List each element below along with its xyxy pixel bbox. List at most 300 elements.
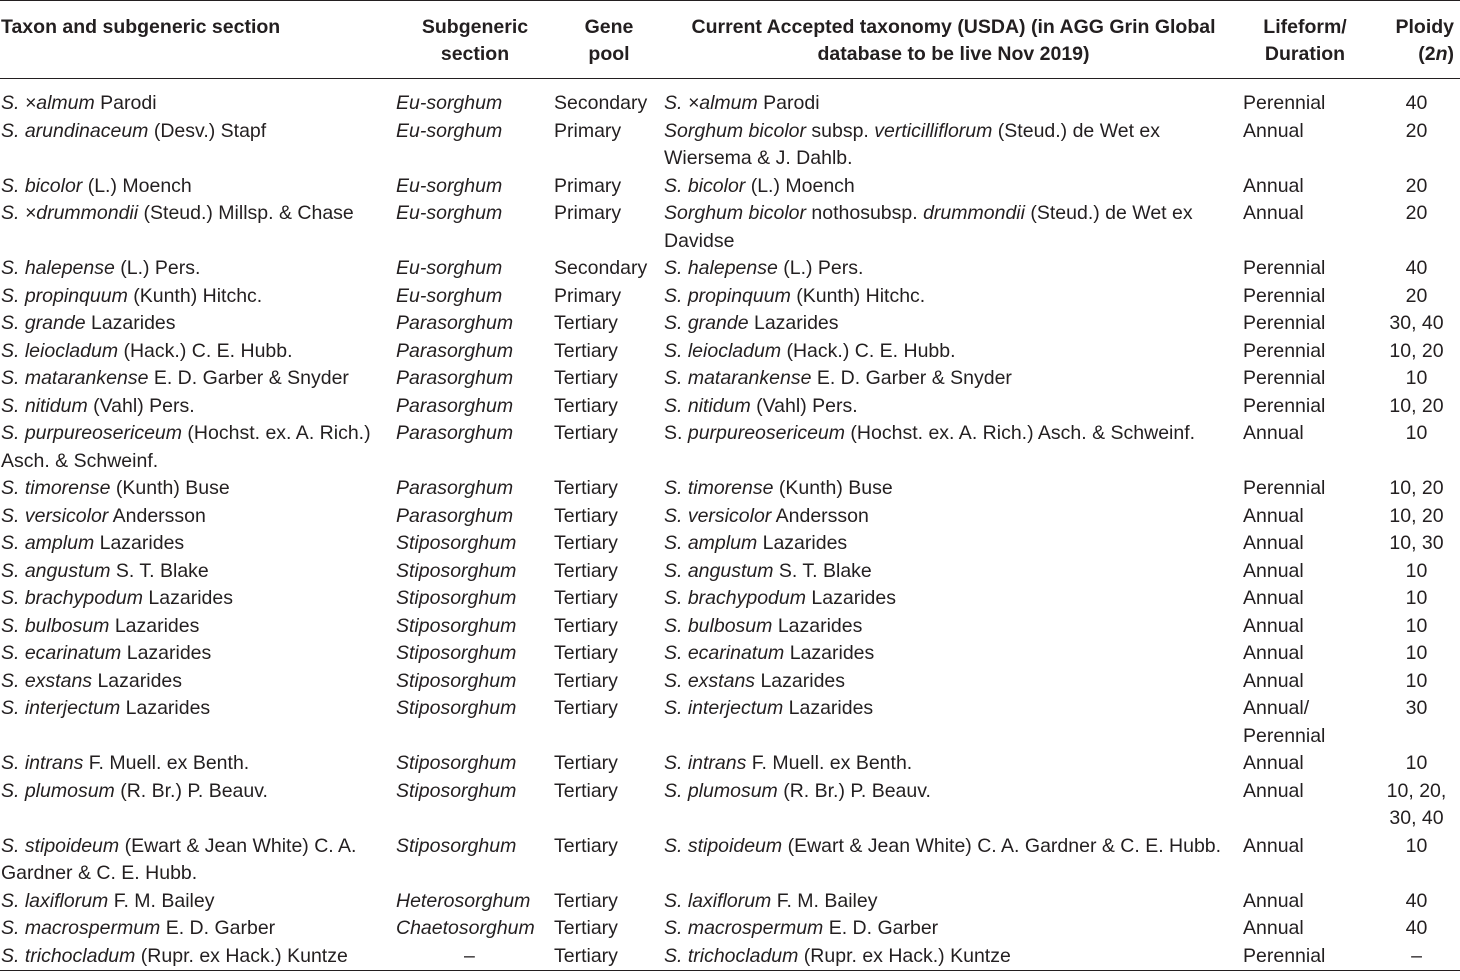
lifeform: Annual (1243, 614, 1304, 637)
cell-taxon (0, 200, 396, 255)
taxon-authority: (Hack.) C. E. Hubb. (118, 339, 293, 362)
accepted-species: S. halepense (664, 257, 778, 279)
cell-taxon (0, 640, 396, 668)
cell-lifeform (1243, 530, 1359, 558)
taxon-species: S. bicolor (1, 174, 83, 197)
cell-ploidy (1359, 530, 1460, 558)
table-row (0, 530, 1460, 558)
cell-lifeform (1243, 943, 1359, 971)
ploidy-value: 10 (1405, 614, 1428, 637)
lifeform: Annual (1243, 889, 1304, 912)
cell-taxon (0, 475, 396, 503)
lifeform: Annual/ Perennial (1243, 697, 1326, 747)
header-gene-pool: Gene pool (584, 16, 634, 65)
accepted-authority: (Steud.) de Wet ex Davidse (664, 202, 1193, 252)
cell-lifeform (1243, 915, 1359, 943)
ploidy-value: 10 (1405, 367, 1428, 389)
gene-pool: Tertiary (554, 889, 618, 912)
cell-lifeform (1243, 173, 1359, 201)
cell-taxon (0, 118, 396, 173)
taxon-authority: F. M. Bailey (108, 889, 215, 912)
cell-accepted-taxonomy (664, 585, 1243, 613)
cell-accepted-taxonomy (664, 833, 1243, 888)
cell-accepted-taxonomy (664, 778, 1243, 833)
cell-lifeform (1243, 118, 1359, 173)
cell-lifeform (1243, 640, 1359, 668)
section-name: Eu-sorghum (396, 174, 503, 197)
taxon-species: S. timorense (1, 477, 111, 499)
gene-pool: Tertiary (554, 614, 618, 637)
table-row (0, 750, 1460, 778)
taxon-authority: (Ewart & Jean White) C. A. Gardner & C. E. Hubb. (1, 834, 357, 884)
cell-section (396, 695, 554, 750)
cell-lifeform (1243, 778, 1359, 833)
cell-lifeform (1243, 585, 1359, 613)
cell-ploidy (1359, 888, 1460, 916)
table-row (0, 365, 1460, 393)
accepted-species: S. laxiflorum (664, 889, 772, 912)
lifeform: Annual (1243, 532, 1304, 554)
accepted-authority: (Kunth) Buse (773, 477, 893, 499)
header-ploidy: Ploidy (2n) (1395, 16, 1454, 65)
taxon-authority: E. D. Garber & Snyder (148, 367, 349, 389)
table-row (0, 420, 1460, 475)
cell-lifeform (1243, 503, 1359, 531)
table-row (0, 475, 1460, 503)
accepted-authority: Lazarides (757, 532, 848, 554)
cell-ploidy (1359, 695, 1460, 750)
cell-gene-pool (554, 558, 664, 586)
cell-accepted-taxonomy (664, 640, 1243, 668)
section-name: Heterosorghum (396, 889, 531, 912)
taxon-species: S. brachypodum (1, 587, 143, 609)
cell-taxon (0, 503, 396, 531)
gene-pool: Tertiary (554, 779, 618, 802)
gene-pool: Tertiary (554, 312, 618, 334)
lifeform: Annual (1243, 504, 1304, 527)
accepted-species: S. ecarinatum (664, 642, 785, 664)
cell-lifeform (1243, 558, 1359, 586)
section-name: Stiposorghum (396, 614, 517, 637)
cell-taxon (0, 668, 396, 696)
ploidy-value: 10 (1405, 422, 1428, 444)
taxon-species: S. halepense (1, 257, 115, 279)
cell-section (396, 668, 554, 696)
section-name: Eu-sorghum (396, 119, 503, 142)
gene-pool: Tertiary (554, 559, 618, 582)
lifeform: Annual (1243, 587, 1304, 609)
accepted-authority: (Kunth) Hitchc. (790, 284, 926, 307)
accepted-infraspecific: verticilliflorum (874, 119, 993, 142)
taxon-authority: Parodi (94, 92, 157, 114)
cell-taxon (0, 585, 396, 613)
section-name: Parasorghum (396, 394, 514, 417)
accepted-authority: Parodi (757, 92, 820, 114)
cell-accepted-taxonomy (664, 283, 1243, 311)
cell-section (396, 420, 554, 475)
section-name: Stiposorghum (396, 532, 517, 554)
table-row (0, 888, 1460, 916)
gene-pool: Tertiary (554, 504, 618, 527)
table-row (0, 640, 1460, 668)
cell-section (396, 200, 554, 255)
taxon-authority: Lazarides (94, 532, 185, 554)
cell-gene-pool (554, 310, 664, 338)
table-row (0, 915, 1460, 943)
cell-lifeform (1243, 888, 1359, 916)
cell-accepted-taxonomy (664, 310, 1243, 338)
cell-ploidy (1359, 585, 1460, 613)
taxon-authority: (Kunth) Hitchc. (127, 284, 263, 307)
taxon-species: S. plumosum (1, 779, 115, 802)
table-row (0, 778, 1460, 833)
ploidy-value: 40 (1405, 92, 1428, 114)
cell-accepted-taxonomy (664, 558, 1243, 586)
section-name: Stiposorghum (396, 669, 517, 692)
gene-pool: Secondary (554, 92, 648, 114)
accepted-species: purpureosericeum (687, 422, 846, 444)
taxon-authority: Lazarides (143, 587, 233, 609)
table-row (0, 310, 1460, 338)
taxon-authority: (Hochst. ex. A. Rich.) Asch. & Schweinf. (1, 422, 371, 472)
table-row (0, 613, 1460, 641)
cell-section (396, 283, 554, 311)
cell-accepted-taxonomy (664, 888, 1243, 916)
cell-ploidy (1359, 420, 1460, 475)
cell-accepted-taxonomy (664, 530, 1243, 558)
gene-pool: Tertiary (554, 697, 618, 719)
cell-ploidy (1359, 503, 1460, 531)
table-row (0, 833, 1460, 888)
accepted-species: S. plumosum (664, 779, 778, 802)
accepted-authority: E. D. Garber (823, 917, 939, 939)
cell-taxon (0, 915, 396, 943)
cell-taxon (0, 365, 396, 393)
cell-gene-pool (554, 915, 664, 943)
taxon-species: S. macrospermum (1, 917, 161, 939)
cell-gene-pool (554, 365, 664, 393)
cell-ploidy (1359, 640, 1460, 668)
cell-gene-pool (554, 585, 664, 613)
cell-lifeform (1243, 79, 1359, 118)
cell-lifeform (1243, 475, 1359, 503)
ploidy-value: 10, 20 (1389, 477, 1444, 499)
cell-accepted-taxonomy (664, 173, 1243, 201)
ploidy-value: 20 (1405, 119, 1428, 142)
cell-section (396, 393, 554, 421)
accepted-species: S. amplum (664, 532, 758, 554)
accepted-authority: Lazarides (784, 642, 875, 664)
section-name: Parasorghum (396, 477, 514, 499)
cell-accepted-taxonomy (664, 915, 1243, 943)
cell-accepted-taxonomy (664, 365, 1243, 393)
gene-pool: Tertiary (554, 477, 618, 499)
cell-gene-pool (554, 255, 664, 283)
cell-lifeform (1243, 750, 1359, 778)
cell-taxon (0, 420, 396, 475)
accepted-rank: nothosubsp. (805, 202, 924, 224)
cell-taxon (0, 695, 396, 750)
cell-taxon (0, 888, 396, 916)
cell-section (396, 640, 554, 668)
accepted-authority: (L.) Pers. (777, 257, 864, 279)
cell-taxon (0, 613, 396, 641)
ploidy-value: 10, 20 (1389, 504, 1444, 527)
cell-ploidy (1359, 915, 1460, 943)
gene-pool: Primary (554, 202, 622, 224)
section-name: Parasorghum (396, 422, 514, 444)
lifeform: Annual (1243, 917, 1304, 939)
taxon-authority: Lazarides (85, 312, 176, 334)
gene-pool: Primary (554, 284, 622, 307)
cell-gene-pool (554, 613, 664, 641)
cell-taxon (0, 750, 396, 778)
gene-pool: Tertiary (554, 532, 618, 554)
cell-ploidy (1359, 833, 1460, 888)
taxon-species: S. purpureosericeum (1, 422, 183, 444)
cell-accepted-taxonomy (664, 613, 1243, 641)
gene-pool: Primary (554, 174, 622, 197)
accepted-infraspecific: drummondii (923, 202, 1025, 224)
cell-accepted-taxonomy (664, 338, 1243, 366)
accepted-authority: (Ewart & Jean White) C. A. Gardner & C. E. Hubb. (782, 834, 1222, 857)
section-name: Eu-sorghum (396, 284, 503, 307)
cell-section (396, 585, 554, 613)
lifeform: Perennial (1243, 312, 1326, 334)
lifeform: Perennial (1243, 284, 1326, 307)
cell-ploidy (1359, 475, 1460, 503)
accepted-species: S. grande (664, 312, 749, 334)
section-name: Parasorghum (396, 504, 514, 527)
cell-lifeform (1243, 283, 1359, 311)
lifeform: Perennial (1243, 477, 1326, 499)
section-name: Parasorghum (396, 312, 514, 334)
lifeform: Annual (1243, 174, 1304, 197)
table-row (0, 558, 1460, 586)
accepted-species: Sorghum bicolor (664, 202, 806, 224)
accepted-species: S. propinquum (664, 284, 791, 307)
accepted-species: S. angustum (664, 559, 774, 582)
cell-section (396, 613, 554, 641)
ploidy-value: 20 (1405, 174, 1428, 197)
header-row (0, 1, 1460, 79)
header-taxon: Taxon and subgeneric section (1, 16, 281, 38)
table-row (0, 585, 1460, 613)
cell-ploidy (1359, 668, 1460, 696)
cell-section (396, 558, 554, 586)
cell-accepted-taxonomy (664, 695, 1243, 750)
taxon-species: S. ×almum (1, 92, 95, 114)
cell-lifeform (1243, 338, 1359, 366)
cell-section (396, 475, 554, 503)
cell-accepted-taxonomy (664, 118, 1243, 173)
ploidy-value: 10 (1405, 669, 1428, 692)
taxon-authority: (Desv.) Stapf (148, 119, 267, 142)
taxon-authority: Lazarides (120, 697, 211, 719)
gene-pool: Tertiary (554, 917, 618, 939)
cell-gene-pool (554, 750, 664, 778)
cell-section (396, 338, 554, 366)
cell-accepted-taxonomy (664, 200, 1243, 255)
table-row (0, 173, 1460, 201)
cell-lifeform (1243, 833, 1359, 888)
lifeform: Annual (1243, 669, 1304, 692)
taxon-species: S. interjectum (1, 697, 121, 719)
taxon-species: S. stipoideum (1, 834, 120, 857)
cell-gene-pool (554, 200, 664, 255)
taxon-species: S. nitidum (1, 394, 88, 417)
cell-accepted-taxonomy (664, 393, 1243, 421)
cell-lifeform (1243, 668, 1359, 696)
accepted-authority: F. M. Bailey (771, 889, 878, 912)
section-name: Parasorghum (396, 367, 514, 389)
lifeform: Annual (1243, 834, 1304, 857)
section-name: Eu-sorghum (396, 92, 503, 114)
accepted-authority: E. D. Garber & Snyder (811, 367, 1012, 389)
cell-ploidy (1359, 255, 1460, 283)
lifeform: Annual (1243, 779, 1304, 802)
table-row (0, 943, 1460, 971)
cell-taxon (0, 79, 396, 118)
taxon-authority: E. D. Garber (160, 917, 276, 939)
gene-pool: Tertiary (554, 642, 618, 664)
table-row (0, 79, 1460, 118)
cell-gene-pool (554, 668, 664, 696)
ploidy-value: 10, 30 (1389, 532, 1444, 554)
accepted-species: S. brachypodum (664, 587, 806, 609)
lifeform: Annual (1243, 752, 1304, 774)
cell-section (396, 833, 554, 888)
taxon-authority: S. T. Blake (110, 559, 209, 582)
section-name: Stiposorghum (396, 642, 517, 664)
cell-ploidy (1359, 778, 1460, 833)
ploidy-value: 10, 20 (1389, 394, 1444, 417)
cell-gene-pool (554, 503, 664, 531)
section-name: – (464, 944, 475, 967)
taxon-authority: (Vahl) Pers. (87, 394, 195, 417)
cell-section (396, 888, 554, 916)
lifeform: Annual (1243, 422, 1304, 444)
accepted-species: S. bulbosum (664, 614, 773, 637)
accepted-authority: Lazarides (783, 697, 874, 719)
taxon-species: S. ×drummondii (1, 202, 139, 224)
cell-gene-pool (554, 640, 664, 668)
section-name: Eu-sorghum (396, 257, 503, 279)
accepted-authority: Andersson (771, 504, 869, 527)
accepted-authority: (Steud.) de Wet ex Wiersema & J. Dahlb. (664, 119, 1161, 169)
taxon-authority: (Kunth) Buse (110, 477, 230, 499)
cell-lifeform (1243, 255, 1359, 283)
cell-section (396, 173, 554, 201)
table-row (0, 283, 1460, 311)
ploidy-value: 40 (1405, 889, 1428, 912)
ploidy-value: 20 (1405, 202, 1428, 224)
cell-ploidy (1359, 310, 1460, 338)
cell-section (396, 365, 554, 393)
cell-ploidy (1359, 118, 1460, 173)
section-name: Stiposorghum (396, 697, 517, 719)
taxon-species: S. trichocladum (1, 944, 136, 967)
taxon-species: S. propinquum (1, 284, 128, 307)
taxon-authority: Lazarides (109, 614, 200, 637)
taxon-species: S. laxiflorum (1, 889, 109, 912)
ploidy-value: 40 (1405, 917, 1428, 939)
taxon-species: S. amplum (1, 532, 95, 554)
cell-gene-pool (554, 118, 664, 173)
taxon-authority: Lazarides (121, 642, 212, 664)
accepted-species: S. trichocladum (664, 944, 799, 967)
cell-accepted-taxonomy (664, 475, 1243, 503)
cell-taxon (0, 173, 396, 201)
gene-pool: Tertiary (554, 394, 618, 417)
cell-gene-pool (554, 420, 664, 475)
lifeform: Perennial (1243, 394, 1326, 417)
section-name: Stiposorghum (396, 752, 517, 774)
taxon-species: S. angustum (1, 559, 111, 582)
cell-ploidy (1359, 338, 1460, 366)
accepted-species: S. macrospermum (664, 917, 824, 939)
accepted-authority: (L.) Moench (745, 174, 855, 197)
taxon-authority: (L.) Moench (82, 174, 192, 197)
table-row (0, 200, 1460, 255)
cell-gene-pool (554, 530, 664, 558)
cell-taxon (0, 833, 396, 888)
lifeform: Annual (1243, 119, 1304, 142)
cell-ploidy (1359, 79, 1460, 118)
cell-ploidy (1359, 393, 1460, 421)
accepted-species: S. stipoideum (664, 834, 783, 857)
lifeform: Annual (1243, 642, 1304, 664)
cell-ploidy (1359, 750, 1460, 778)
cell-lifeform (1243, 365, 1359, 393)
accepted-species: S. nitidum (664, 394, 751, 417)
lifeform: Perennial (1243, 257, 1326, 279)
cell-taxon (0, 558, 396, 586)
taxon-species: S. matarankense (1, 367, 149, 389)
section-name: Parasorghum (396, 339, 514, 362)
gene-pool: Primary (554, 119, 622, 142)
taxon-authority: F. Muell. ex Benth. (83, 752, 250, 774)
cell-section (396, 503, 554, 531)
taxon-species: S. arundinaceum (1, 119, 149, 142)
section-name: Eu-sorghum (396, 202, 503, 224)
table-row (0, 695, 1460, 750)
section-name: Stiposorghum (396, 834, 517, 857)
accepted-authority: F. Muell. ex Benth. (746, 752, 913, 774)
taxon-species: S. grande (1, 312, 86, 334)
accepted-prefix: S. (664, 422, 688, 444)
ploidy-value: 10 (1405, 752, 1428, 774)
ploidy-value: 30 (1405, 697, 1428, 719)
accepted-species: S. matarankense (664, 367, 812, 389)
section-name: Stiposorghum (396, 559, 517, 582)
cell-section (396, 915, 554, 943)
cell-section (396, 310, 554, 338)
cell-gene-pool (554, 338, 664, 366)
cell-gene-pool (554, 173, 664, 201)
cell-lifeform (1243, 695, 1359, 750)
cell-taxon (0, 778, 396, 833)
taxon-species: S. ecarinatum (1, 642, 122, 664)
taxon-authority: (Steud.) Millsp. & Chase (138, 202, 354, 224)
accepted-species: S. ×almum (664, 92, 758, 114)
cell-ploidy (1359, 365, 1460, 393)
accepted-species: S. intrans (664, 752, 747, 774)
cell-lifeform (1243, 393, 1359, 421)
accepted-authority: (Hack.) C. E. Hubb. (781, 339, 956, 362)
header-section: Subgeneric section (421, 16, 529, 65)
gene-pool: Tertiary (554, 422, 618, 444)
